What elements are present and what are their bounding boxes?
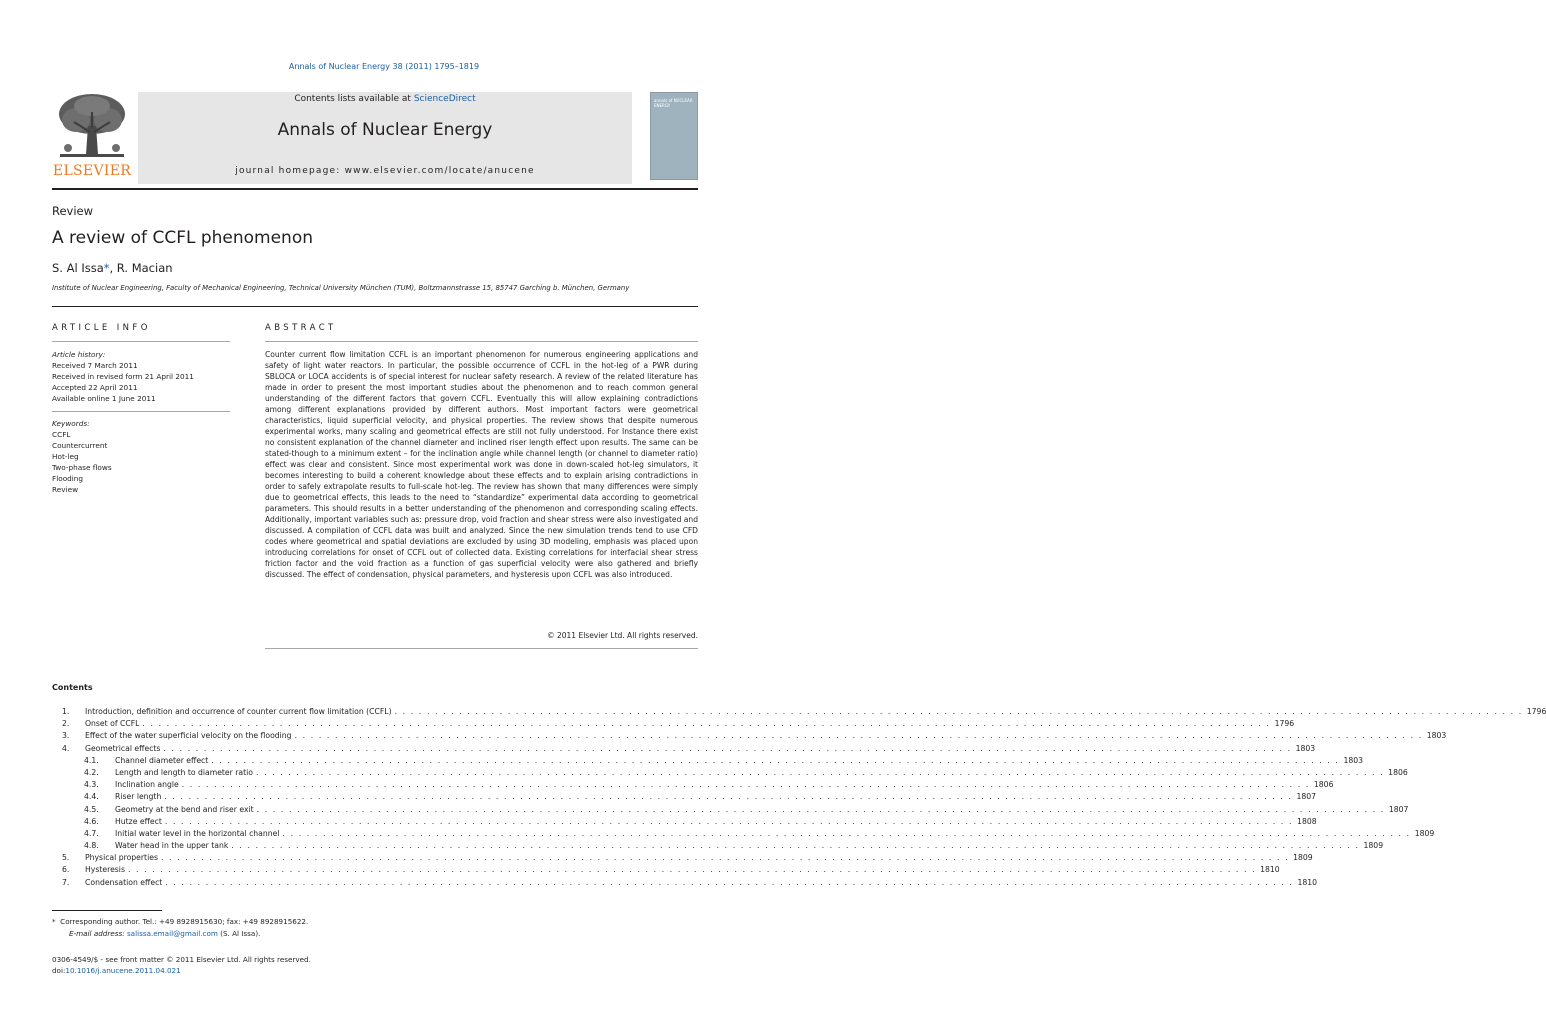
toc-entry-page: 1806 (1313, 780, 1334, 790)
toc-entry-page: 1803 (1426, 731, 1447, 741)
toc-entry[interactable] (52, 755, 1364, 767)
abstract-text: Counter current flow limitation CCFL is an important phenomenon for numerous engineering applications and safety of light water reactors. In particular, the possible occurrence of CCFL in the hot-leg of a PWR during SBLOCA or LOCA accidents is of special interest for nuclear safety research. A review of the related literature has made in order to present the most important studies about the phenomenon and to reach common general understanding of the different factors that govern CCFL. Eventually this will allow explaining contradictions among different explanations provided by different authors. Most important factors were geometrical characteristics, liquid superficial velocity, and physical properties. The review shows that despite numerous experimental works, many scaling and geometrical effects are still not fully understood. For Instance there exist no consistent explanation of the channel diameter and inclined riser length effect upon results. The same can be stated-though to a minimum extent – for the inclination angle while channel length (or channel to diameter ratio) effect was clear and consistent. Since most experimental work was done in down-scaled hot-leg simulators, it becomes interesting to build a coherent knowledge about these effects and to explain arising contradictions in order to safely extrapolate results to full-scale hot-leg. The review has shown that many differences were simply due to geometrical effects, this leads to the need to “standardize” experimental data according to geometrical parameters. This should results in a better understanding of the phenomenon and corresponding scaling effects. Additionally, important variables such as: pressure drop, void fraction and shear stress were also investigated and discussed. A compilation of CCFL data was built and analyzed. Since the new simulation trends tend to use CFD codes where geometrical and spatial deviations are excluded by using 3D modeling, emphasis was placed upon introducing correlations for onset of CCFL out of collected data. Existing correlations for interfacial shear stress friction factor and the void fraction as a function of gas superficial velocity were also gathered and briefly discussed. The effect of condensation, physical parameters, and hysteresis upon CCFL was also introduced. (265, 350, 698, 579)
toc-entry[interactable] (52, 779, 1334, 791)
toc-entry-page: 1810 (1297, 877, 1318, 887)
doi-prefix: doi: (52, 966, 66, 975)
title-divider (52, 306, 698, 307)
toc-entry[interactable] (52, 730, 1447, 742)
toc-entry-title[interactable]: Hutze effect (115, 816, 162, 826)
journal-banner (138, 92, 632, 184)
toc-entry-number: 1. (62, 707, 70, 716)
corresponding-author-note (52, 916, 698, 927)
toc-entry-number: 2. (62, 719, 70, 729)
history-entry: Available online 1 June 2011 (52, 394, 156, 403)
toc-entry-title[interactable]: Length and length to diameter ratio (115, 767, 253, 777)
abstract-bottom-divider (265, 648, 698, 649)
issn-line: 0306-4549/$ - see front matter © 2011 Elsevier Ltd. All rights reserved. (52, 955, 311, 964)
toc-entry-body (115, 840, 1384, 852)
masthead-divider (52, 188, 698, 190)
history-entry: Received 7 March 2011 (52, 361, 138, 370)
toc-entry-number: 4.5. (84, 804, 99, 814)
toc-entry-title[interactable]: Physical properties (85, 853, 158, 863)
toc-entry-number: 4.6. (84, 816, 99, 826)
contents-availability (138, 94, 632, 104)
email-label: E-mail address: (69, 929, 125, 938)
toc-entry[interactable] (52, 706, 1546, 718)
toc-entry-body (115, 767, 1408, 779)
toc-entry-body (115, 791, 1317, 803)
toc-entry-page: 1806 (1388, 767, 1408, 777)
journal-homepage[interactable]: journal homepage: www.elsevier.com/locate/anucene (235, 166, 535, 176)
toc-entry-title[interactable]: Onset of CCFL (85, 719, 140, 729)
email-suffix: (S. Al Issa). (220, 929, 261, 938)
article-title: A review of CCFL phenomenon (52, 228, 314, 248)
abstract-heading: ABSTRACT (265, 323, 337, 333)
toc-dot-leader: . . . . . . . . . . . . . . . . . . . . . . . . . . . . . . . . . . . . . . . . . . . . . . . . . . . . . . . . . . . . . . . . . . . . . . . . . . . . . . . . . . . . . . . . . . . . . . . . . . . . . . . . . . . . . . . . . . . . . . . . . . . . . . . . . . . . . . . . . . . . (256, 804, 1385, 814)
toc-entry-number: 4. (62, 743, 70, 753)
toc-entry[interactable] (52, 791, 1317, 803)
toc-entry-page: 1803 (1295, 743, 1316, 753)
toc-dot-leader: . . . . . . . . . . . . . . . . . . . . . . . . . . . . . . . . . . . . . . . . . . . . . . . . . . . . . . . . . . . . . . . . . . . . . . . . . . . . . . . . . . . . . . . . . . . . . . . . . . . . . . . . . . . . . . . . . . . . . . . . . . . . . . . . . . . . . . . . . . . . (181, 780, 1310, 790)
toc-dot-leader: . . . . . . . . . . . . . . . . . . . . . . . . . . . . . . . . . . . . . . . . . . . . . . . . . . . . . . . . . . . . . . . . . . . . . . . . . . . . . . . . . . . . . . . . . . . . . . . . . . . . . . . . . . . . . . . . . . . . . . . . . . . . . . . . . . . . . . . . . . . . (127, 865, 1257, 875)
toc-entry-title[interactable]: Effect of the water superficial velocity on the flooding (85, 731, 292, 741)
elsevier-logo[interactable] (52, 92, 132, 184)
contents-title: Contents (52, 683, 93, 692)
toc-entry-number: 4.4. (84, 792, 99, 802)
toc-entry[interactable] (52, 804, 1409, 816)
keywords (52, 418, 230, 495)
keywords-divider (52, 411, 230, 412)
keyword: Two-phase flows (52, 463, 112, 472)
author-name[interactable]: , R. Macian (109, 261, 173, 275)
toc-entry[interactable] (52, 828, 1435, 840)
author-email-link[interactable]: salissa.email@gmail.com (126, 929, 218, 938)
article-info-divider (52, 341, 230, 342)
toc-entry-number: 4.1. (84, 755, 99, 765)
toc-entry-page: 1809 (1363, 841, 1384, 851)
toc-entry-title[interactable]: Channel diameter effect (115, 755, 209, 765)
toc-entry-number: 4.2. (84, 767, 99, 777)
toc-entry-body (85, 730, 1447, 742)
toc-entry-body (115, 804, 1409, 816)
toc-entry-body (85, 852, 1313, 864)
toc-entry-title[interactable]: Riser length (115, 792, 162, 802)
article-type: Review (52, 204, 94, 218)
article-info-heading: ARTICLE INFO (52, 323, 151, 333)
toc-entry-page: 1808 (1297, 816, 1317, 826)
toc-entry-title[interactable]: Initial water level in the horizontal channel (115, 828, 280, 838)
contents-prefix: Contents lists available at (294, 94, 414, 104)
toc-dot-leader: . . . . . . . . . . . . . . . . . . . . . . . . . . . . . . . . . . . . . . . . . . . . . . . . . . . . . . . . . . . . . . . . . . . . . . . . . . . . . . . . . . . . . . . . . . . . . . . . . . . . . . . . . . . . . . . . . . . . . . . . . . . . . . . . . . . . . . . . . . . . (231, 841, 1360, 851)
toc-entry[interactable] (52, 743, 1316, 755)
toc-dot-leader: . . . . . . . . . . . . . . . . . . . . . . . . . . . . . . . . . . . . . . . . . . . . . . . . . . . . . . . . . . . . . . . . . . . . . . . . . . . . . . . . . . . . . . . . . . . . . . . . . . . . . . . . . . . . . . . . . . . . . . . . . . . . . . . . . . . . . . . . . . . . (165, 877, 1294, 887)
table-of-contents (52, 706, 1546, 889)
keyword: CCFL (52, 430, 71, 439)
sciencedirect-link[interactable]: ScienceDirect (413, 94, 476, 104)
article-history (52, 349, 230, 404)
toc-entry-page: 1807 (1388, 804, 1409, 814)
article-history-label: Article history: (52, 350, 106, 359)
toc-dot-leader: . . . . . . . . . . . . . . . . . . . . . . . . . . . . . . . . . . . . . . . . . . . . . . . . . . . . . . . . . . . . . . . . . . . . . . . . . . . . . . . . . . . . . . . . . . . . . . . . . . . . . . . . . . . . . . . . . . . . . . . . . . . . . . . . . . . . . . . . . . . . (164, 816, 1294, 826)
toc-entry-page: 1810 (1260, 865, 1280, 875)
toc-dot-leader: . . . . . . . . . . . . . . . . . . . . . . . . . . . . . . . . . . . . . . . . . . . . . . . . . . . . . . . . . . . . . . . . . . . . . . . . . . . . . . . . . . . . . . . . . . . . . . . . . . . . . . . . . . . . . . . . . . . . . . . . . . . . . . . . . . . . . . . . . . . . (294, 731, 1423, 741)
toc-entry-page: 1796 (1526, 707, 1546, 716)
toc-entry-title[interactable]: Condensation effect (85, 877, 163, 887)
abstract-top-divider (265, 341, 698, 342)
elsevier-tree-icon (52, 92, 132, 162)
journal-masthead (52, 92, 698, 184)
doi-link[interactable]: 10.1016/j.anucene.2011.04.021 (65, 966, 181, 975)
footnote-marker: * (52, 917, 56, 926)
toc-entry[interactable] (52, 852, 1313, 864)
toc-entry-body (115, 828, 1435, 840)
toc-entry-body (115, 755, 1364, 767)
toc-entry-number: 6. (62, 865, 70, 875)
toc-entry-title[interactable]: Geometry at the bend and riser exit (115, 804, 254, 814)
footnote-divider (52, 910, 162, 911)
toc-entry-number: 5. (62, 853, 70, 863)
toc-entry-body (85, 718, 1295, 730)
toc-entry-title[interactable]: Inclination angle (115, 780, 179, 790)
toc-entry-number: 7. (62, 877, 70, 887)
toc-dot-leader: . . . . . . . . . . . . . . . . . . . . . . . . . . . . . . . . . . . . . . . . . . . . . . . . . . . . . . . . . . . . . . . . . . . . . . . . . . . . . . . . . . . . . . . . . . . . . . . . . . . . . . . . . . . . . . . . . . . . . . . . . . . . . . . . . . . . . . . . . . . . (164, 792, 1293, 802)
toc-dot-leader: . . . . . . . . . . . . . . . . . . . . . . . . . . . . . . . . . . . . . . . . . . . . . . . . . . . . . . . . . . . . . . . . . . . . . . . . . . . . . . . . . . . . . . . . . . . . . . . . . . . . . . . . . . . . . . . . . . . . . . . . . . . . . . . . . . . . . . . . . . . . (394, 707, 1523, 716)
toc-dot-leader: . . . . . . . . . . . . . . . . . . . . . . . . . . . . . . . . . . . . . . . . . . . . . . . . . . . . . . . . . . . . . . . . . . . . . . . . . . . . . . . . . . . . . . . . . . . . . . . . . . . . . . . . . . . . . . . . . . . . . . . . . . . . . . . . . . . . . . . . . . . . (163, 743, 1292, 753)
toc-entry-number: 4.8. (84, 841, 99, 851)
toc-dot-leader: . . . . . . . . . . . . . . . . . . . . . . . . . . . . . . . . . . . . . . . . . . . . . . . . . . . . . . . . . . . . . . . . . . . . . . . . . . . . . . . . . . . . . . . . . . . . . . . . . . . . . . . . . . . . . . . . . . . . . . . . . . . . . . . . . . . . . . . . . . . . (142, 719, 1271, 729)
toc-entry-body (85, 864, 1280, 876)
toc-entry[interactable] (52, 840, 1384, 852)
toc-entry[interactable] (52, 767, 1408, 779)
toc-entry-page: 1809 (1293, 853, 1313, 863)
toc-entry-body (115, 816, 1317, 828)
keyword: Hot-leg (52, 452, 79, 461)
toc-entry-page: 1807 (1296, 792, 1317, 802)
toc-entry[interactable] (52, 816, 1317, 828)
journal-citation[interactable]: Annals of Nuclear Energy 38 (2011) 1795–1819 (288, 62, 480, 71)
history-entry: Received in revised form 21 April 2011 (52, 372, 194, 381)
toc-entry-number: 4.7. (84, 828, 99, 838)
corresponding-author-marker[interactable]: * (103, 261, 110, 275)
toc-dot-leader: . . . . . . . . . . . . . . . . . . . . . . . . . . . . . . . . . . . . . . . . . . . . . . . . . . . . . . . . . . . . . . . . . . . . . . . . . . . . . . . . . . . . . . . . . . . . . . . . . . . . . . . . . . . . . . . . . . . . . . . . . . . . . . . . . . . . . . . . . . . . (256, 767, 1385, 777)
toc-entry-body (85, 706, 1546, 718)
toc-entry-body (85, 743, 1316, 755)
author-list (52, 261, 173, 275)
email-note (52, 928, 698, 939)
journal-name: Annals of Nuclear Energy (277, 120, 493, 140)
journal-cover-thumbnail[interactable] (650, 92, 698, 180)
toc-entry-body (115, 779, 1334, 791)
toc-entry-page: 1809 (1414, 828, 1435, 838)
abstract-copyright: © 2011 Elsevier Ltd. All rights reserved. (547, 631, 698, 640)
keyword: Review (52, 485, 79, 494)
author-affiliation: Institute of Nuclear Engineering, Faculty of Mechanical Engineering, Technical University München (TUM), Boltzmannstrasse 15, 85747 Garching b. München, Germany (52, 284, 630, 292)
keyword: Flooding (52, 474, 84, 483)
toc-entry-number: 3. (62, 731, 70, 741)
keyword: Countercurrent (52, 441, 108, 450)
toc-entry-page: 1796 (1274, 719, 1295, 729)
toc-dot-leader: . . . . . . . . . . . . . . . . . . . . . . . . . . . . . . . . . . . . . . . . . . . . . . . . . . . . . . . . . . . . . . . . . . . . . . . . . . . . . . . . . . . . . . . . . . . . . . . . . . . . . . . . . . . . . . . . . . . . . . . . . . . . . . . . . . . . . . . . . . . . (282, 828, 1411, 838)
toc-entry-title[interactable]: Geometrical effects (85, 743, 161, 753)
keywords-label: Keywords: (52, 419, 90, 428)
toc-entry[interactable] (52, 877, 1318, 889)
history-entry: Accepted 22 April 2011 (52, 383, 138, 392)
elsevier-wordmark: ELSEVIER (52, 163, 132, 179)
toc-entry-title[interactable]: Water head in the upper tank (115, 841, 229, 851)
toc-entry-body (85, 877, 1318, 889)
toc-dot-leader: . . . . . . . . . . . . . . . . . . . . . . . . . . . . . . . . . . . . . . . . . . . . . . . . . . . . . . . . . . . . . . . . . . . . . . . . . . . . . . . . . . . . . . . . . . . . . . . . . . . . . . . . . . . . . . . . . . . . . . . . . . . . . . . . . . . . . . . . . . . . (211, 755, 1340, 765)
toc-entry-title[interactable]: Introduction, definition and occurrence of counter current flow limitation (CCFL) (85, 707, 392, 716)
toc-entry-number: 4.3. (84, 780, 99, 790)
toc-entry[interactable] (52, 864, 1280, 876)
toc-entry[interactable] (52, 718, 1295, 730)
doi-line (52, 966, 181, 975)
author-name[interactable]: S. Al Issa (52, 261, 104, 275)
cover-title: annals of NUCLEAR ENERGY (654, 98, 693, 108)
corresponding-author-text: Corresponding author. Tel.: +49 8928915630; fax: +49 8928915622. (60, 917, 309, 926)
toc-entry-title[interactable]: Hysteresis (85, 865, 125, 875)
toc-entry-page: 1803 (1343, 755, 1364, 765)
toc-dot-leader: . . . . . . . . . . . . . . . . . . . . . . . . . . . . . . . . . . . . . . . . . . . . . . . . . . . . . . . . . . . . . . . . . . . . . . . . . . . . . . . . . . . . . . . . . . . . . . . . . . . . . . . . . . . . . . . . . . . . . . . . . . . . . . . . . . . . . . . . . . . . (160, 853, 1290, 863)
